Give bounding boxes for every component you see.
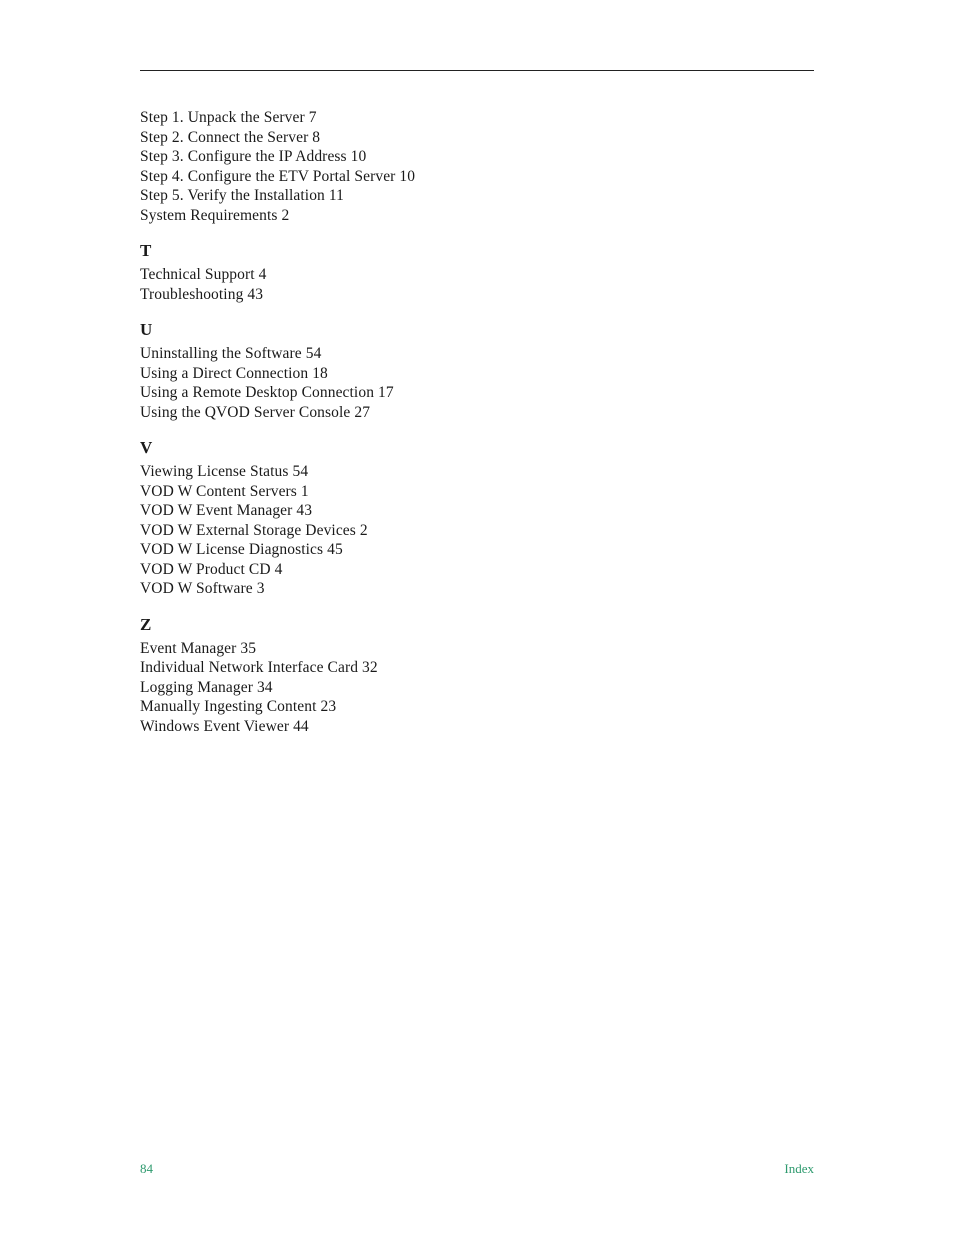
section-letter: U bbox=[140, 320, 153, 339]
entry-list bbox=[140, 639, 814, 737]
index-entry: Individual Network Interface Card 32 bbox=[140, 659, 378, 676]
index-entry: Using a Remote Desktop Connection 17 bbox=[140, 384, 394, 401]
index-section-v bbox=[140, 438, 814, 599]
index-entry: Step 2. Connect the Server 8 bbox=[140, 128, 321, 146]
index-entry: Step 3. Configure the IP Address 10 bbox=[140, 148, 367, 165]
index-entry: Viewing License Status 54 bbox=[140, 463, 309, 480]
index-entry: Technical Support 4 bbox=[140, 266, 267, 283]
section-letter: Z bbox=[140, 614, 152, 634]
header-rule bbox=[140, 70, 814, 71]
lead-entry-list bbox=[140, 108, 814, 225]
index-entry: Step 5. Verify the Installation 11 bbox=[140, 187, 345, 204]
index-entry: System Requirements 2 bbox=[140, 206, 290, 224]
index-entry: VOD W Event Manager 43 bbox=[140, 502, 313, 519]
index-entry: Using the QVOD Server Console 27 bbox=[140, 403, 371, 421]
index-section-z bbox=[140, 615, 814, 737]
index-body bbox=[140, 108, 814, 736]
index-entry: Manually Ingesting Content 23 bbox=[140, 698, 337, 715]
index-entry: Step 4. Configure the ETV Portal Server 10 bbox=[140, 167, 416, 185]
entry-list bbox=[140, 265, 814, 304]
index-entry: VOD W License Diagnostics 45 bbox=[140, 541, 343, 558]
index-entry: Uninstalling the Software 54 bbox=[140, 345, 322, 362]
index-entry: Step 1. Unpack the Server 7 bbox=[140, 109, 317, 126]
index-section-u bbox=[140, 320, 814, 422]
index-entry: VOD W External Storage Devices 2 bbox=[140, 521, 368, 539]
entry-list bbox=[140, 344, 814, 422]
index-entry: Event Manager 35 bbox=[140, 639, 257, 657]
index-entry: VOD W Product CD 4 bbox=[140, 560, 283, 578]
index-entry: VOD W Software 3 bbox=[140, 580, 265, 597]
index-entry: Logging Manager 34 bbox=[140, 678, 273, 696]
index-entry: Troubleshooting 43 bbox=[140, 285, 264, 303]
page-number: 84 bbox=[140, 1161, 153, 1176]
index-section-t bbox=[140, 241, 814, 304]
section-letter: V bbox=[140, 438, 153, 457]
index-entry: Using a Direct Connection 18 bbox=[140, 364, 328, 382]
index-entry: Windows Event Viewer 44 bbox=[140, 717, 309, 735]
entry-list bbox=[140, 462, 814, 599]
footer-section-name: Index bbox=[784, 1161, 814, 1176]
index-entry: VOD W Content Servers 1 bbox=[140, 482, 309, 500]
section-letter: T bbox=[140, 241, 152, 260]
